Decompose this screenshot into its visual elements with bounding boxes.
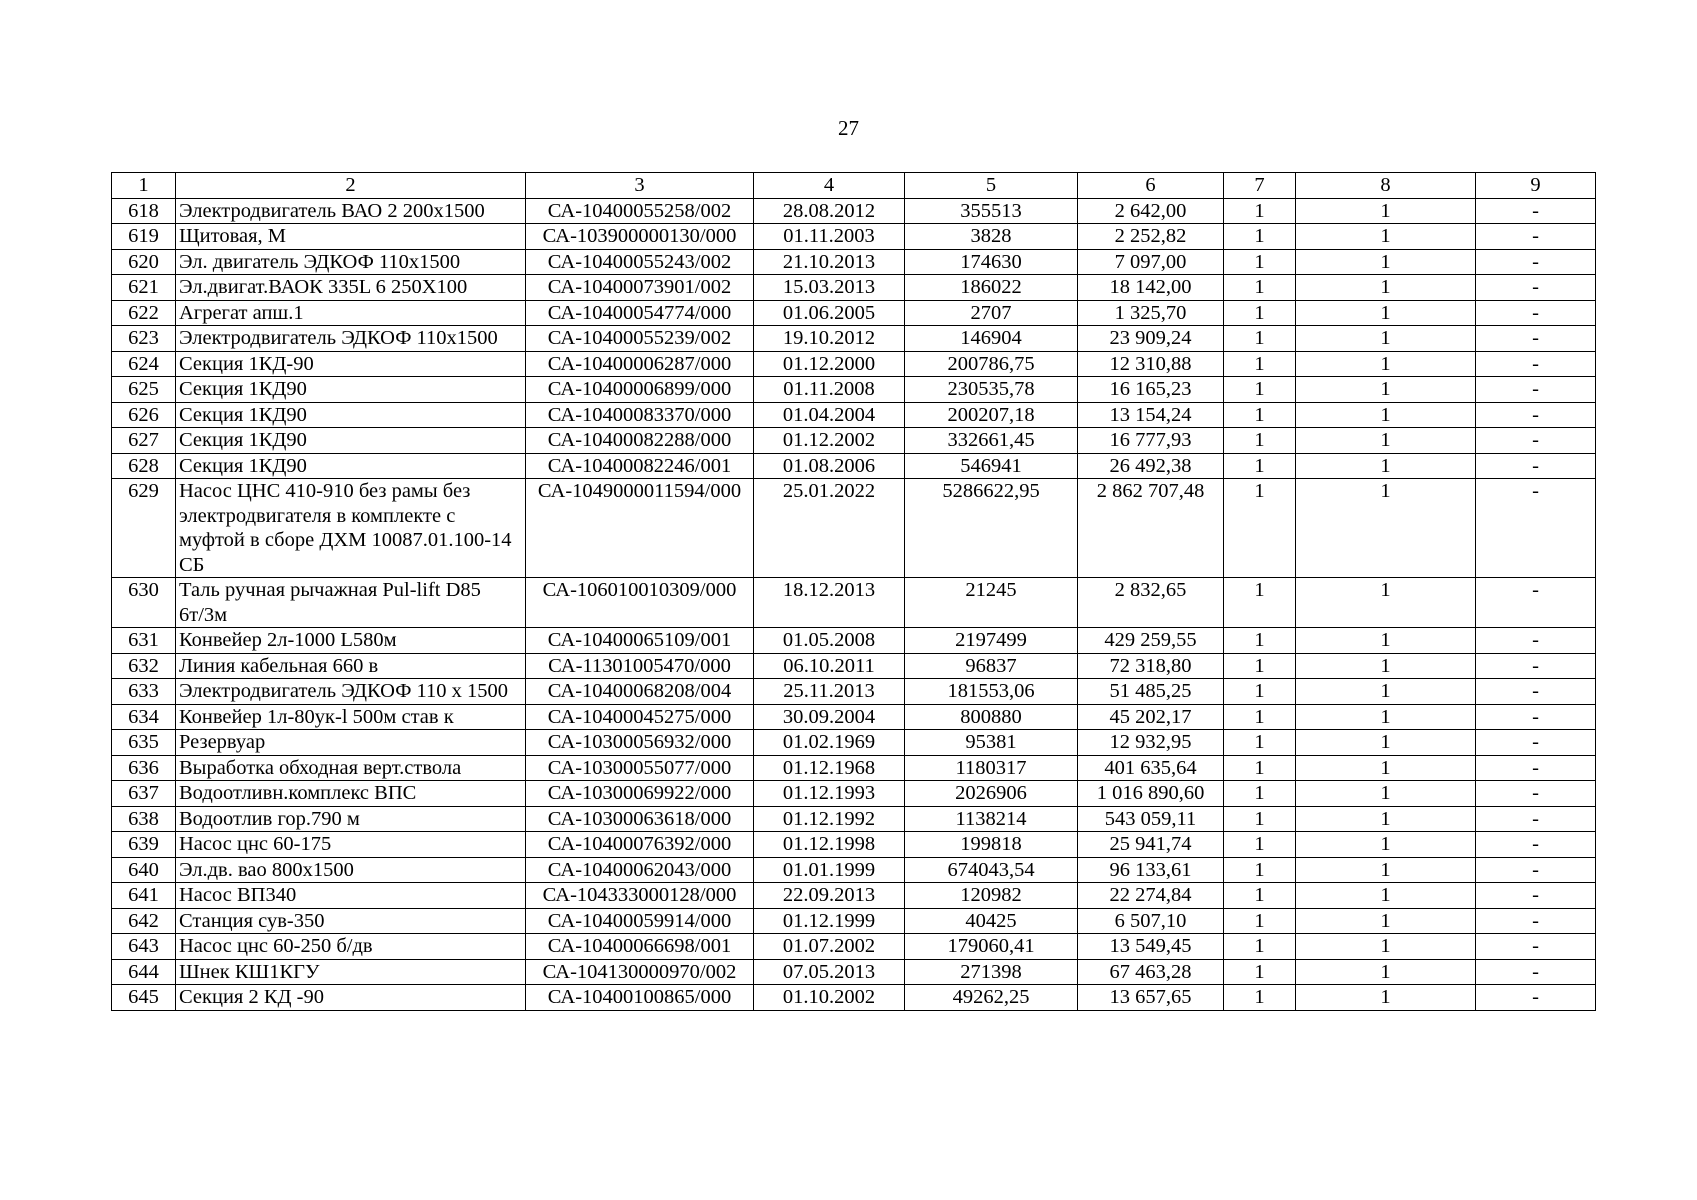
table-row <box>112 326 1596 352</box>
residual-value-cell: 1 325,70 <box>1078 300 1224 326</box>
value-cell: 271398 <box>905 959 1078 985</box>
table-row <box>112 806 1596 832</box>
inventory-code-cell: СА-10300056932/000 <box>526 730 754 756</box>
quantity-cell: 1 <box>1224 704 1296 730</box>
name-cell: Щитовая, М <box>176 224 526 250</box>
value-cell: 2707 <box>905 300 1078 326</box>
count-cell: 1 <box>1296 479 1476 578</box>
note-cell: - <box>1476 704 1596 730</box>
date-cell: 01.10.2002 <box>754 985 905 1011</box>
name-cell: Электродвигатель ЭДКОФ 110х1500 <box>176 326 526 352</box>
quantity-cell: 1 <box>1224 326 1296 352</box>
row-number-cell: 631 <box>112 628 176 654</box>
inventory-code-cell: СА-10300063618/000 <box>526 806 754 832</box>
note-cell: - <box>1476 857 1596 883</box>
note-cell: - <box>1476 198 1596 224</box>
name-cell: Электродвигатель ЭДКОФ 110 х 1500 <box>176 679 526 705</box>
date-cell: 01.05.2008 <box>754 628 905 654</box>
date-cell: 01.02.1969 <box>754 730 905 756</box>
column-header: 2 <box>176 173 526 199</box>
inventory-code-cell: СА-104333000128/000 <box>526 883 754 909</box>
note-cell: - <box>1476 351 1596 377</box>
value-cell: 546941 <box>905 453 1078 479</box>
note-cell: - <box>1476 883 1596 909</box>
table-row <box>112 781 1596 807</box>
residual-value-cell: 96 133,61 <box>1078 857 1224 883</box>
note-cell: - <box>1476 224 1596 250</box>
row-number-cell: 622 <box>112 300 176 326</box>
residual-value-cell: 51 485,25 <box>1078 679 1224 705</box>
row-number-cell: 635 <box>112 730 176 756</box>
quantity-cell: 1 <box>1224 832 1296 858</box>
value-cell: 1180317 <box>905 755 1078 781</box>
inventory-code-cell: СА-10400100865/000 <box>526 985 754 1011</box>
row-number-cell: 624 <box>112 351 176 377</box>
value-cell: 95381 <box>905 730 1078 756</box>
date-cell: 21.10.2013 <box>754 249 905 275</box>
name-cell: Шнек КШ1КГУ <box>176 959 526 985</box>
date-cell: 01.12.1998 <box>754 832 905 858</box>
name-cell: Электродвигатель ВАО 2 200х1500 <box>176 198 526 224</box>
inventory-code-cell: СА-10400082246/001 <box>526 453 754 479</box>
row-number-cell: 644 <box>112 959 176 985</box>
quantity-cell: 1 <box>1224 959 1296 985</box>
quantity-cell: 1 <box>1224 479 1296 578</box>
table-row <box>112 653 1596 679</box>
note-cell: - <box>1476 249 1596 275</box>
note-cell: - <box>1476 653 1596 679</box>
table-body <box>112 198 1596 1010</box>
quantity-cell: 1 <box>1224 806 1296 832</box>
residual-value-cell: 26 492,38 <box>1078 453 1224 479</box>
residual-value-cell: 18 142,00 <box>1078 275 1224 301</box>
note-cell: - <box>1476 730 1596 756</box>
note-cell: - <box>1476 275 1596 301</box>
column-header: 1 <box>112 173 176 199</box>
residual-value-cell: 2 832,65 <box>1078 578 1224 628</box>
value-cell: 200786,75 <box>905 351 1078 377</box>
residual-value-cell: 1 016 890,60 <box>1078 781 1224 807</box>
count-cell: 1 <box>1296 249 1476 275</box>
inventory-code-cell: СА-10400006899/000 <box>526 377 754 403</box>
note-cell: - <box>1476 326 1596 352</box>
note-cell: - <box>1476 428 1596 454</box>
quantity-cell: 1 <box>1224 628 1296 654</box>
name-cell: Насос цнс 60-250 б/дв <box>176 934 526 960</box>
note-cell: - <box>1476 679 1596 705</box>
table-row <box>112 300 1596 326</box>
quantity-cell: 1 <box>1224 428 1296 454</box>
value-cell: 96837 <box>905 653 1078 679</box>
note-cell: - <box>1476 781 1596 807</box>
date-cell: 01.11.2008 <box>754 377 905 403</box>
inventory-code-cell: СА-10300055077/000 <box>526 755 754 781</box>
count-cell: 1 <box>1296 224 1476 250</box>
value-cell: 186022 <box>905 275 1078 301</box>
value-cell: 2197499 <box>905 628 1078 654</box>
table-row <box>112 377 1596 403</box>
table-header-row <box>112 173 1596 199</box>
count-cell: 1 <box>1296 755 1476 781</box>
count-cell: 1 <box>1296 453 1476 479</box>
residual-value-cell: 543 059,11 <box>1078 806 1224 832</box>
residual-value-cell: 22 274,84 <box>1078 883 1224 909</box>
row-number-cell: 640 <box>112 857 176 883</box>
value-cell: 199818 <box>905 832 1078 858</box>
value-cell: 40425 <box>905 908 1078 934</box>
inventory-code-cell: СА-10400045275/000 <box>526 704 754 730</box>
table-row <box>112 224 1596 250</box>
quantity-cell: 1 <box>1224 198 1296 224</box>
table-row <box>112 578 1596 628</box>
inventory-code-cell: СА-10400062043/000 <box>526 857 754 883</box>
residual-value-cell: 23 909,24 <box>1078 326 1224 352</box>
residual-value-cell: 72 318,80 <box>1078 653 1224 679</box>
quantity-cell: 1 <box>1224 300 1296 326</box>
name-cell: Секция 2 КД -90 <box>176 985 526 1011</box>
date-cell: 15.03.2013 <box>754 275 905 301</box>
value-cell: 200207,18 <box>905 402 1078 428</box>
inventory-code-cell: СА-10400055239/002 <box>526 326 754 352</box>
row-number-cell: 642 <box>112 908 176 934</box>
table-row <box>112 908 1596 934</box>
row-number-cell: 638 <box>112 806 176 832</box>
table-row <box>112 730 1596 756</box>
quantity-cell: 1 <box>1224 857 1296 883</box>
quantity-cell: 1 <box>1224 249 1296 275</box>
count-cell: 1 <box>1296 857 1476 883</box>
row-number-cell: 632 <box>112 653 176 679</box>
table-row <box>112 704 1596 730</box>
value-cell: 1138214 <box>905 806 1078 832</box>
inventory-code-cell: СА-10400083370/000 <box>526 402 754 428</box>
note-cell: - <box>1476 578 1596 628</box>
table-row <box>112 679 1596 705</box>
quantity-cell: 1 <box>1224 679 1296 705</box>
inventory-code-cell: СА-10400055258/002 <box>526 198 754 224</box>
row-number-cell: 627 <box>112 428 176 454</box>
date-cell: 25.01.2022 <box>754 479 905 578</box>
date-cell: 01.12.1993 <box>754 781 905 807</box>
date-cell: 01.08.2006 <box>754 453 905 479</box>
row-number-cell: 629 <box>112 479 176 578</box>
value-cell: 181553,06 <box>905 679 1078 705</box>
value-cell: 21245 <box>905 578 1078 628</box>
note-cell: - <box>1476 402 1596 428</box>
name-cell: Секция 1КД-90 <box>176 351 526 377</box>
table-row <box>112 934 1596 960</box>
row-number-cell: 619 <box>112 224 176 250</box>
residual-value-cell: 45 202,17 <box>1078 704 1224 730</box>
inventory-code-cell: СА-10400068208/004 <box>526 679 754 705</box>
row-number-cell: 628 <box>112 453 176 479</box>
note-cell: - <box>1476 300 1596 326</box>
name-cell: Насос ЦНС 410-910 без рамы без электродвигателя в комплекте с муфтой в сборе ДХМ 10087.01.100-14 СБ <box>176 479 526 578</box>
table-row <box>112 428 1596 454</box>
name-cell: Агрегат апш.1 <box>176 300 526 326</box>
row-number-cell: 641 <box>112 883 176 909</box>
quantity-cell: 1 <box>1224 224 1296 250</box>
count-cell: 1 <box>1296 351 1476 377</box>
name-cell: Секция 1КД90 <box>176 402 526 428</box>
date-cell: 19.10.2012 <box>754 326 905 352</box>
date-cell: 01.11.2003 <box>754 224 905 250</box>
count-cell: 1 <box>1296 628 1476 654</box>
date-cell: 01.12.1968 <box>754 755 905 781</box>
quantity-cell: 1 <box>1224 377 1296 403</box>
table-row <box>112 479 1596 578</box>
inventory-code-cell: СА-10400059914/000 <box>526 908 754 934</box>
note-cell: - <box>1476 985 1596 1011</box>
quantity-cell: 1 <box>1224 453 1296 479</box>
note-cell: - <box>1476 934 1596 960</box>
value-cell: 49262,25 <box>905 985 1078 1011</box>
name-cell: Таль ручная рычажная Pul-lift D85 6т/3м <box>176 578 526 628</box>
residual-value-cell: 16 165,23 <box>1078 377 1224 403</box>
quantity-cell: 1 <box>1224 351 1296 377</box>
table-row <box>112 883 1596 909</box>
row-number-cell: 625 <box>112 377 176 403</box>
inventory-code-cell: СА-104130000970/002 <box>526 959 754 985</box>
value-cell: 3828 <box>905 224 1078 250</box>
column-header: 7 <box>1224 173 1296 199</box>
table-row <box>112 628 1596 654</box>
count-cell: 1 <box>1296 377 1476 403</box>
count-cell: 1 <box>1296 934 1476 960</box>
table-row <box>112 985 1596 1011</box>
row-number-cell: 618 <box>112 198 176 224</box>
inventory-code-cell: СА-10400073901/002 <box>526 275 754 301</box>
count-cell: 1 <box>1296 679 1476 705</box>
note-cell: - <box>1476 755 1596 781</box>
table-row <box>112 453 1596 479</box>
value-cell: 146904 <box>905 326 1078 352</box>
quantity-cell: 1 <box>1224 908 1296 934</box>
row-number-cell: 636 <box>112 755 176 781</box>
count-cell: 1 <box>1296 806 1476 832</box>
note-cell: - <box>1476 628 1596 654</box>
inventory-code-cell: СА-10400054774/000 <box>526 300 754 326</box>
count-cell: 1 <box>1296 832 1476 858</box>
quantity-cell: 1 <box>1224 781 1296 807</box>
quantity-cell: 1 <box>1224 730 1296 756</box>
date-cell: 30.09.2004 <box>754 704 905 730</box>
value-cell: 5286622,95 <box>905 479 1078 578</box>
name-cell: Конвейер 2л-1000 L580м <box>176 628 526 654</box>
residual-value-cell: 401 635,64 <box>1078 755 1224 781</box>
column-header: 6 <box>1078 173 1224 199</box>
note-cell: - <box>1476 377 1596 403</box>
residual-value-cell: 16 777,93 <box>1078 428 1224 454</box>
residual-value-cell: 6 507,10 <box>1078 908 1224 934</box>
value-cell: 174630 <box>905 249 1078 275</box>
name-cell: Эл.двигат.ВАОК 335L 6 250Х100 <box>176 275 526 301</box>
column-header: 8 <box>1296 173 1476 199</box>
row-number-cell: 623 <box>112 326 176 352</box>
inventory-code-cell: СА-11301005470/000 <box>526 653 754 679</box>
count-cell: 1 <box>1296 198 1476 224</box>
date-cell: 01.12.1992 <box>754 806 905 832</box>
date-cell: 01.04.2004 <box>754 402 905 428</box>
quantity-cell: 1 <box>1224 883 1296 909</box>
residual-value-cell: 2 642,00 <box>1078 198 1224 224</box>
residual-value-cell: 7 097,00 <box>1078 249 1224 275</box>
quantity-cell: 1 <box>1224 275 1296 301</box>
count-cell: 1 <box>1296 908 1476 934</box>
column-header: 5 <box>905 173 1078 199</box>
value-cell: 179060,41 <box>905 934 1078 960</box>
inventory-code-cell: СА-10400066698/001 <box>526 934 754 960</box>
name-cell: Линия кабельная 660 в <box>176 653 526 679</box>
name-cell: Эл.дв. вао 800х1500 <box>176 857 526 883</box>
name-cell: Конвейер 1л-80ук-l 500м став к <box>176 704 526 730</box>
date-cell: 01.01.1999 <box>754 857 905 883</box>
value-cell: 800880 <box>905 704 1078 730</box>
name-cell: Эл. двигатель ЭДКОФ 110х1500 <box>176 249 526 275</box>
row-number-cell: 626 <box>112 402 176 428</box>
date-cell: 25.11.2013 <box>754 679 905 705</box>
row-number-cell: 645 <box>112 985 176 1011</box>
name-cell: Секция 1КД90 <box>176 453 526 479</box>
count-cell: 1 <box>1296 402 1476 428</box>
residual-value-cell: 12 310,88 <box>1078 351 1224 377</box>
count-cell: 1 <box>1296 428 1476 454</box>
name-cell: Выработка обходная верт.ствола <box>176 755 526 781</box>
inventory-code-cell: СА-106010010309/000 <box>526 578 754 628</box>
row-number-cell: 639 <box>112 832 176 858</box>
column-header: 9 <box>1476 173 1596 199</box>
residual-value-cell: 2 252,82 <box>1078 224 1224 250</box>
date-cell: 01.06.2005 <box>754 300 905 326</box>
inventory-code-cell: СА-10300069922/000 <box>526 781 754 807</box>
count-cell: 1 <box>1296 326 1476 352</box>
table-row <box>112 832 1596 858</box>
table-row <box>112 857 1596 883</box>
quantity-cell: 1 <box>1224 402 1296 428</box>
date-cell: 01.12.2002 <box>754 428 905 454</box>
date-cell: 28.08.2012 <box>754 198 905 224</box>
value-cell: 332661,45 <box>905 428 1078 454</box>
name-cell: Секция 1КД90 <box>176 428 526 454</box>
inventory-code-cell: СА-10400082288/000 <box>526 428 754 454</box>
residual-value-cell: 13 549,45 <box>1078 934 1224 960</box>
inventory-code-cell: СА-10400076392/000 <box>526 832 754 858</box>
row-number-cell: 620 <box>112 249 176 275</box>
date-cell: 07.05.2013 <box>754 959 905 985</box>
table-row <box>112 755 1596 781</box>
quantity-cell: 1 <box>1224 755 1296 781</box>
count-cell: 1 <box>1296 578 1476 628</box>
table-row <box>112 275 1596 301</box>
note-cell: - <box>1476 832 1596 858</box>
residual-value-cell: 13 657,65 <box>1078 985 1224 1011</box>
note-cell: - <box>1476 959 1596 985</box>
table-row <box>112 959 1596 985</box>
value-cell: 120982 <box>905 883 1078 909</box>
residual-value-cell: 429 259,55 <box>1078 628 1224 654</box>
row-number-cell: 633 <box>112 679 176 705</box>
residual-value-cell: 12 932,95 <box>1078 730 1224 756</box>
name-cell: Насос цнс 60-175 <box>176 832 526 858</box>
inventory-code-cell: СА-1049000011594/000 <box>526 479 754 578</box>
table-row <box>112 351 1596 377</box>
inventory-code-cell: СА-103900000130/000 <box>526 224 754 250</box>
note-cell: - <box>1476 479 1596 578</box>
date-cell: 18.12.2013 <box>754 578 905 628</box>
date-cell: 01.12.1999 <box>754 908 905 934</box>
residual-value-cell: 2 862 707,48 <box>1078 479 1224 578</box>
table-row <box>112 198 1596 224</box>
row-number-cell: 637 <box>112 781 176 807</box>
residual-value-cell: 25 941,74 <box>1078 832 1224 858</box>
column-header: 3 <box>526 173 754 199</box>
inventory-code-cell: СА-10400065109/001 <box>526 628 754 654</box>
count-cell: 1 <box>1296 883 1476 909</box>
value-cell: 355513 <box>905 198 1078 224</box>
date-cell: 22.09.2013 <box>754 883 905 909</box>
quantity-cell: 1 <box>1224 985 1296 1011</box>
name-cell: Насос ВП340 <box>176 883 526 909</box>
count-cell: 1 <box>1296 653 1476 679</box>
count-cell: 1 <box>1296 275 1476 301</box>
name-cell: Водоотлив гор.790 м <box>176 806 526 832</box>
row-number-cell: 621 <box>112 275 176 301</box>
quantity-cell: 1 <box>1224 578 1296 628</box>
note-cell: - <box>1476 453 1596 479</box>
count-cell: 1 <box>1296 704 1476 730</box>
name-cell: Секция 1КД90 <box>176 377 526 403</box>
column-header: 4 <box>754 173 905 199</box>
count-cell: 1 <box>1296 781 1476 807</box>
count-cell: 1 <box>1296 300 1476 326</box>
quantity-cell: 1 <box>1224 934 1296 960</box>
count-cell: 1 <box>1296 985 1476 1011</box>
date-cell: 01.12.2000 <box>754 351 905 377</box>
name-cell: Водоотливн.комплекс ВПС <box>176 781 526 807</box>
value-cell: 674043,54 <box>905 857 1078 883</box>
note-cell: - <box>1476 806 1596 832</box>
residual-value-cell: 67 463,28 <box>1078 959 1224 985</box>
count-cell: 1 <box>1296 730 1476 756</box>
row-number-cell: 643 <box>112 934 176 960</box>
inventory-code-cell: СА-10400006287/000 <box>526 351 754 377</box>
residual-value-cell: 13 154,24 <box>1078 402 1224 428</box>
table-row <box>112 402 1596 428</box>
value-cell: 230535,78 <box>905 377 1078 403</box>
date-cell: 01.07.2002 <box>754 934 905 960</box>
date-cell: 06.10.2011 <box>754 653 905 679</box>
table-row <box>112 249 1596 275</box>
count-cell: 1 <box>1296 959 1476 985</box>
row-number-cell: 630 <box>112 578 176 628</box>
name-cell: Резервуар <box>176 730 526 756</box>
asset-table <box>111 172 1596 1011</box>
note-cell: - <box>1476 908 1596 934</box>
quantity-cell: 1 <box>1224 653 1296 679</box>
inventory-code-cell: СА-10400055243/002 <box>526 249 754 275</box>
page-number: 27 <box>838 116 859 140</box>
name-cell: Станция сув-350 <box>176 908 526 934</box>
value-cell: 2026906 <box>905 781 1078 807</box>
row-number-cell: 634 <box>112 704 176 730</box>
